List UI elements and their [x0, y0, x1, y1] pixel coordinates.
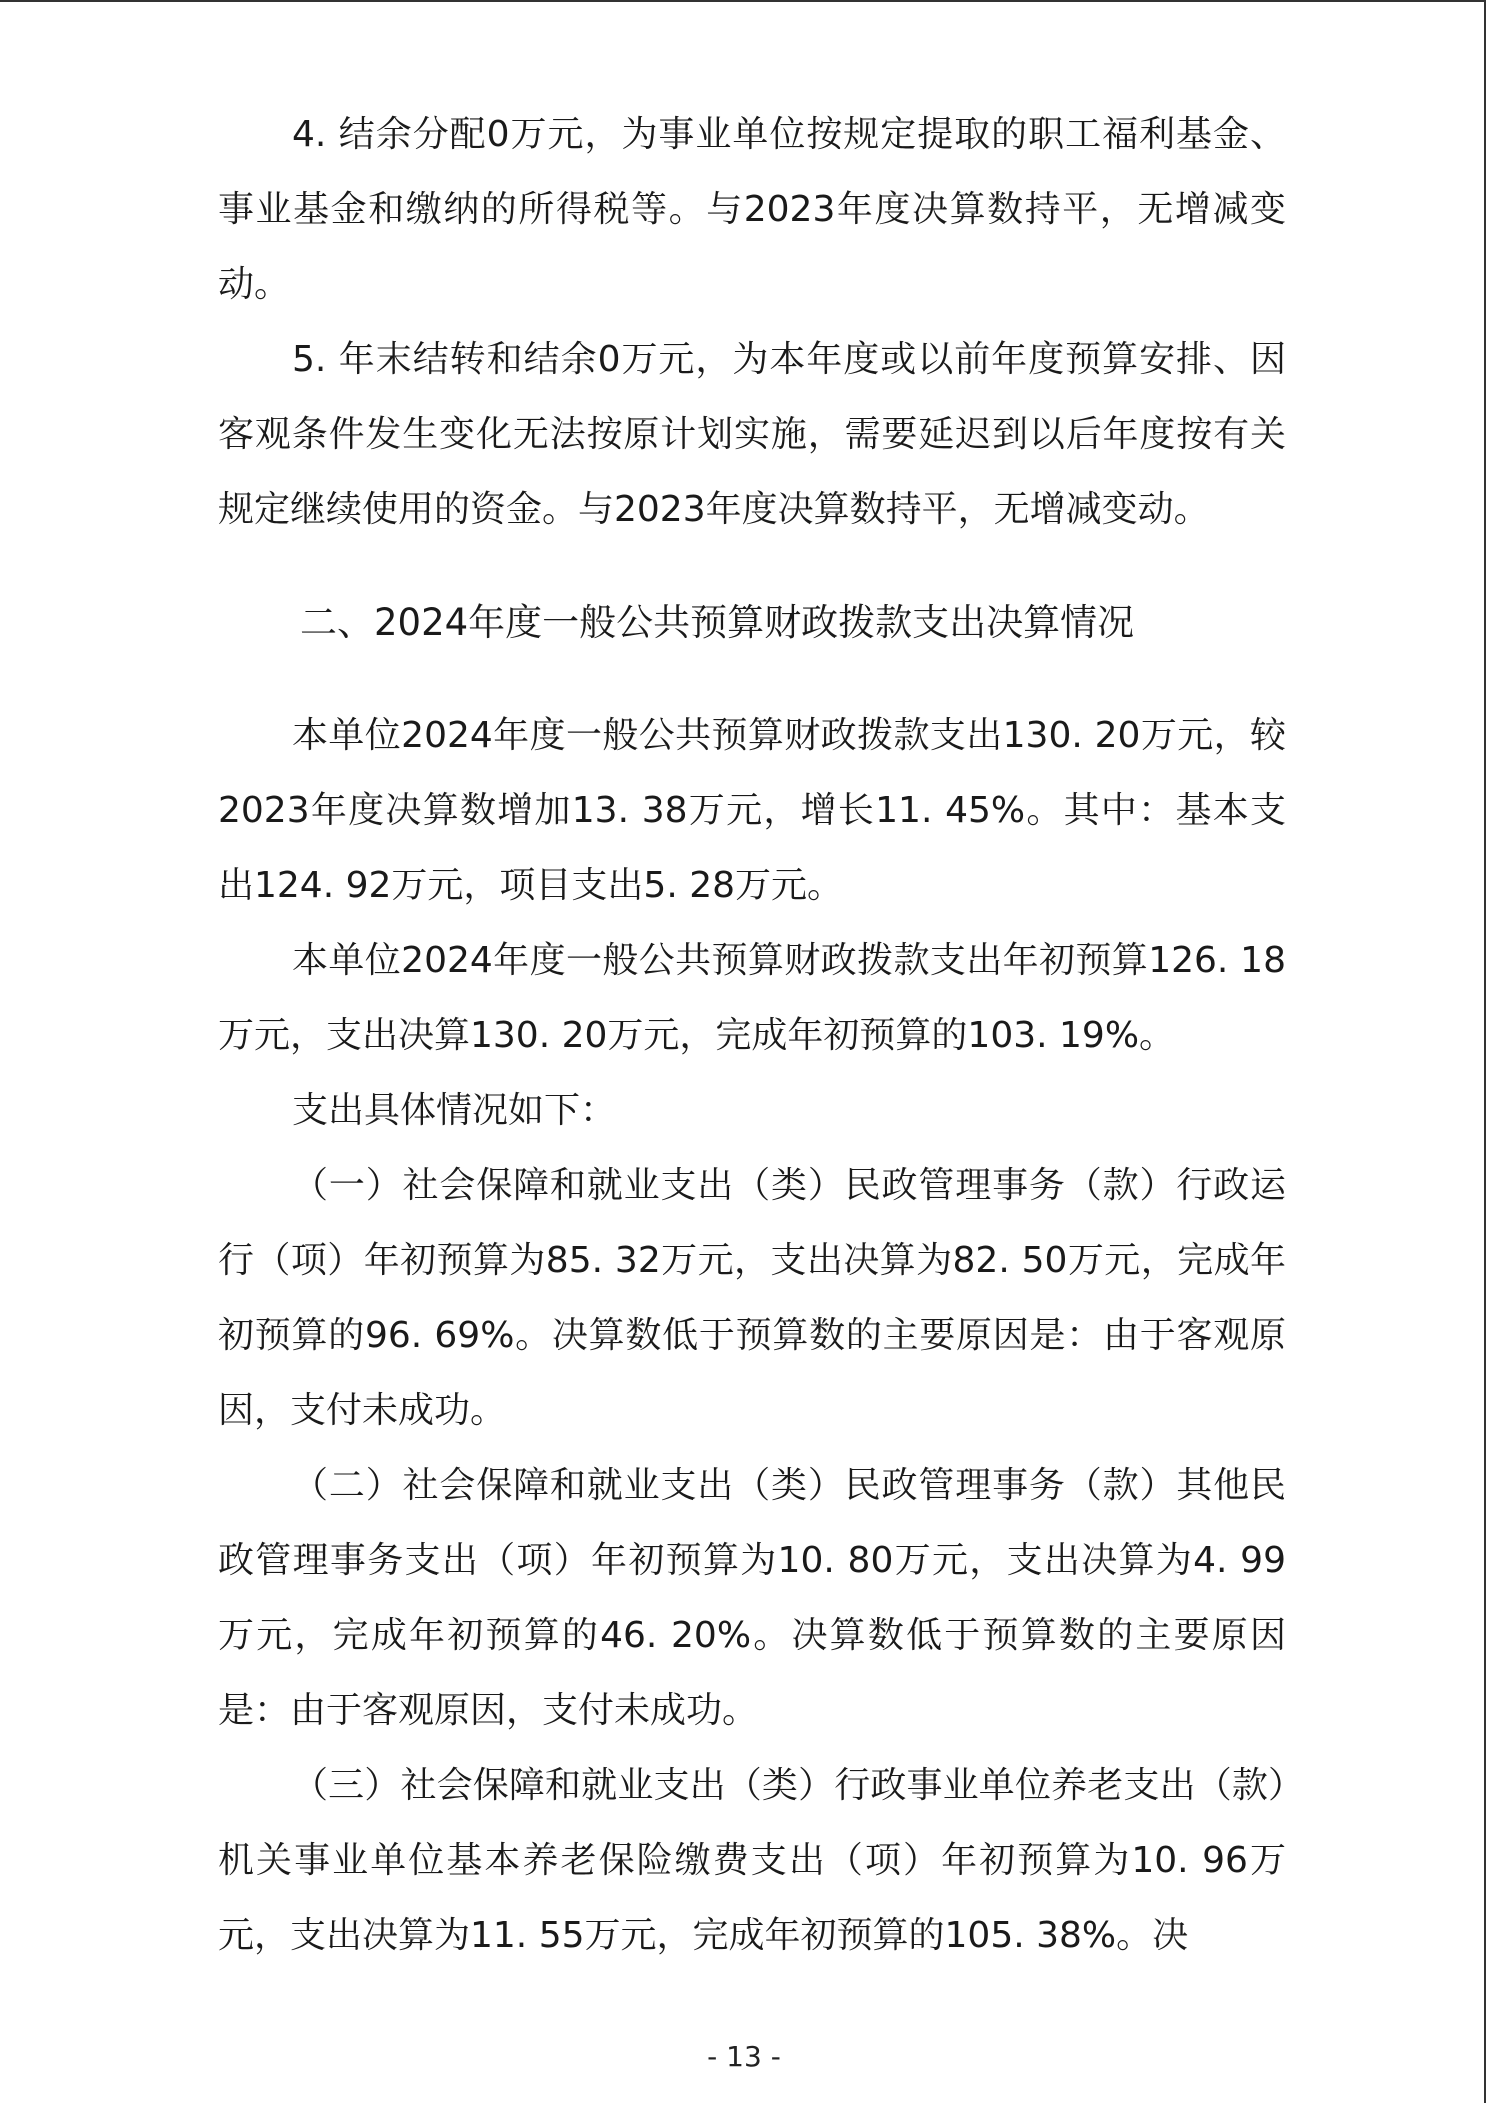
- paragraph-item-3: （三）社会保障和就业支出（类）行政事业单位养老支出（款）机关事业单位基本养老保险缴费支出（项）年初预算为10. 96万元，支出决算为11. 55万元，完成年初预算的105. 38%。决: [218, 1765, 1286, 1956]
- paragraph-year-end-carryover: 5. 年末结转和结余0万元，为本年度或以前年度预算安排、因客观条件发生变化无法按原计划实施，需要延迟到以后年度按有关规定继续使用的资金。与2023年度决算数持平，无增减变动。: [218, 339, 1286, 530]
- document-body: [218, 97, 1286, 1973]
- paragraph-surplus-distribution: 4. 结余分配0万元，为事业单位按规定提取的职工福利基金、事业基金和缴纳的所得税等。与2023年度决算数持平，无增减变动。: [218, 114, 1286, 305]
- paragraph-initial-budget: 本单位2024年度一般公共预算财政拨款支出年初预算126. 18万元，支出决算130. 20万元，完成年初预算的103. 19%。: [218, 940, 1286, 1056]
- paragraph-item-1: （一）社会保障和就业支出（类）民政管理事务（款）行政运行（项）年初预算为85. 32万元，支出决算为82. 50万元，完成年初预算的96. 69%。决算数低于预算数的主要原因是：由于客观原因，支付未成功。: [218, 1165, 1286, 1431]
- paragraph-expenditure-total: 本单位2024年度一般公共预算财政拨款支出130. 20万元，较2023年度决算数增加13. 38万元，增长11. 45%。其中：基本支出124. 92万元，项目支出5. 28万元。: [218, 715, 1286, 906]
- page-number: - 13 -: [707, 2040, 781, 2073]
- section-heading: 二、2024年度一般公共预算财政拨款支出决算情况: [300, 601, 1135, 644]
- paragraph-details-intro: 支出具体情况如下：: [292, 1090, 617, 1131]
- paragraph-item-2: （二）社会保障和就业支出（类）民政管理事务（款）其他民政管理事务支出（项）年初预算为10. 80万元，支出决算为4. 99万元，完成年初预算的46. 20%。决算数低于预算数的主要原因是：由于客观原因，支付未成功。: [218, 1465, 1286, 1731]
